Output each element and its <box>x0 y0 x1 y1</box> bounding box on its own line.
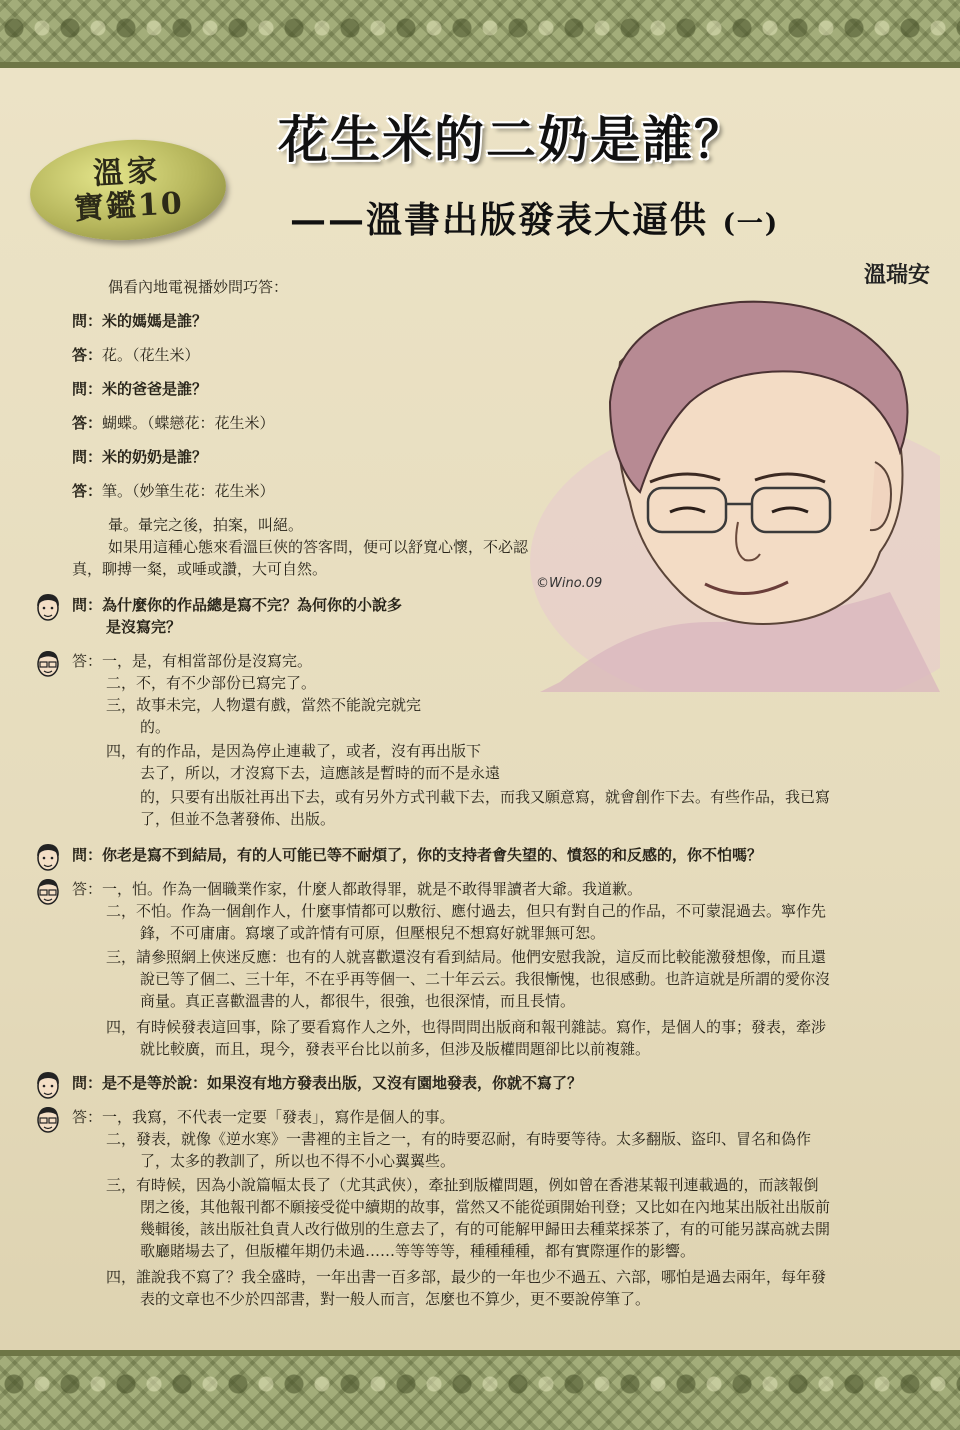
subtitle-text: ——溫書出版發表大逼供 <box>290 199 709 241</box>
intro-text: 米的爸爸是誰？ <box>102 380 208 398</box>
intro-line <box>72 480 275 502</box>
author-avatar-icon <box>34 876 62 906</box>
intro-line <box>72 310 207 332</box>
subtitle-part: (一) <box>722 209 780 239</box>
answer-line: 了，太多的教訓了，所以也不得不小心翼翼些。 <box>140 1152 456 1170</box>
answer-line: 答：一，是，有相當部份是沒寫完。 <box>72 652 313 670</box>
answer-line: 四，誰說我不寫了？我全盛時，一年出書一百多部，最少的一年也少不過五、六部，哪怕是過去兩年，每年發 <box>106 1268 827 1286</box>
answer-line: 歌廳賭場去了，但版權年期仍未過……等等等等，種種種種，都有實際運作的影響。 <box>140 1242 696 1260</box>
page-title: 花生米的二奶是誰？ <box>278 110 746 169</box>
intro-line <box>72 558 327 580</box>
intro-line <box>72 344 200 366</box>
answer-line: 的，只要有出版社再出下去，或有另外方式刊載下去，而我又願意寫，就會創作下去。有些作品，我已寫 <box>140 788 831 806</box>
answer-line: 答：一，怕。作為一個職業作家，什麼人都敢得罪，就是不敢得罪讀者大爺。我道歉。 <box>72 880 643 898</box>
answer-line: 閉之後，其他報刊都不願接受從中續期的故事，當然又不能從頭開始刊登；又比如在內地某出版社出版前 <box>140 1198 831 1216</box>
intro-line <box>108 276 288 298</box>
question-line: 問：為什麼你的作品總是寫不完？為何你的小說多 <box>72 596 403 614</box>
dialogue-marker: 答： <box>72 482 103 500</box>
question-line: 問：你老是寫不到結局，有的人可能已等不耐煩了，你的支持者會失望的、憤怒的和反感的，你不怕嗎？ <box>72 846 763 864</box>
intro-line <box>72 378 207 400</box>
answer-line: 鋒，不可庸庸。寫壞了或許情有可原，但壓根兒不想寫好就罪無可恕。 <box>140 924 606 942</box>
artist-signature: ©Wino.09 <box>536 576 603 591</box>
intro-text: 米的媽媽是誰？ <box>102 312 208 330</box>
intro-line <box>108 514 303 536</box>
answer-line: 二，不怕。作為一個創作人，什麼事情都可以敷衍、應付過去，但只有對自己的作品，不可蒙混過去。寧作先 <box>106 902 827 920</box>
answer-line: 二，不，有不少部份已寫完了。 <box>106 674 317 692</box>
dialogue-marker: 問： <box>72 312 103 330</box>
badge-line-1: 溫家 <box>92 153 162 192</box>
intro-line <box>72 412 275 434</box>
answer-line: 三，有時候，因為小說篇幅太長了（尤其武俠），牽扯到版權問題，例如曾在香港某報刊連載過的，而該報倒 <box>106 1176 819 1194</box>
intro-line <box>108 536 528 558</box>
answer-line: 三，請參照網上俠迷反應：也有的人就喜歡還沒有看到結局。他們安慰我說，這反而比較能激發想像，而且還 <box>106 948 827 966</box>
answer-line: 三，故事未完，人物還有戲，當然不能說完就完 <box>106 696 422 714</box>
dialogue-marker: 答： <box>72 414 103 432</box>
author-portrait-illustration <box>470 292 940 692</box>
questioner-avatar-icon <box>34 1070 62 1100</box>
answer-line: 了，但並不急著發佈、出版。 <box>140 810 336 828</box>
intro-text: 花。（花生米） <box>102 346 200 364</box>
answer-line: 四，有時候發表這回事，除了要看寫作人之外，也得問問出版商和報刊雜誌。寫作，是個人的事；發表，牽涉 <box>106 1018 827 1036</box>
answer-line: 說已等了個二、三十年，不在乎再等個一、二十年云云。我很慚愧，也很感動。也許這就是所謂的愛你沒 <box>140 970 831 988</box>
answer-line: 二，發表，就像《逆水寒》一書裡的主旨之一，有的時要忍耐，有時要等待。太多翻版、盜印、冒名和偽作 <box>106 1130 812 1148</box>
answer-line: 去了，所以，才沒寫下去，這應該是暫時的而不是永遠 <box>140 764 501 782</box>
author-name: 溫瑞安 <box>863 262 930 288</box>
answer-line: 表的文章也不少於四部書，對一般人而言，怎麼也不算少，更不要說停筆了。 <box>140 1290 651 1308</box>
intro-text: 如果用這種心態來看溫巨俠的答客問，便可以舒寬心懷，不必認 <box>108 538 529 556</box>
answer-line: 就比較廣，而且，現今，發表平台比以前多，但涉及版權問題卻比以前複雜。 <box>140 1040 651 1058</box>
answer-line: 商量。真正喜歡溫書的人，都很牛，很強，也很深情，而且長情。 <box>140 992 576 1010</box>
ornamental-border-top <box>0 0 960 68</box>
intro-text: 筆。（妙筆生花：花生米） <box>102 482 275 500</box>
questioner-avatar-icon <box>34 592 62 622</box>
badge-line-2: 寶鑑10 <box>73 186 185 227</box>
question-line: 問：是不是等於說：如果沒有地方發表出版，又沒有園地發表，你就不寫了？ <box>72 1074 583 1092</box>
author-avatar-icon <box>34 648 62 678</box>
intro-text: 暈。暈完之後，拍案，叫絕。 <box>108 516 304 534</box>
answer-line: 的。 <box>140 718 171 736</box>
author-avatar-icon <box>34 1104 62 1134</box>
intro-text: 偶看內地電視播妙問巧答： <box>108 278 289 296</box>
intro-text: 米的奶奶是誰？ <box>102 448 208 466</box>
dialogue-marker: 問： <box>72 380 103 398</box>
page-subtitle <box>290 192 930 243</box>
answer-line: 四，有的作品，是因為停止連載了，或者，沒有再出版下 <box>106 742 482 760</box>
dialogue-marker: 答： <box>72 346 103 364</box>
intro-line <box>72 446 207 468</box>
ornamental-border-bottom <box>0 1350 960 1430</box>
answer-line: 答：一，我寫，不代表一定要「發表」，寫作是個人的事。 <box>72 1108 455 1126</box>
dialogue-marker: 問： <box>72 448 103 466</box>
intro-text: 真，聊搏一粲，或唾或讚，大可自然。 <box>72 560 328 578</box>
answer-line: 幾輯後，該出版社負責人改行做別的生意去了，有的可能解甲歸田去種菜採茶了，有的可能另謀高就去開 <box>140 1220 831 1238</box>
questioner-avatar-icon <box>34 842 62 872</box>
intro-text: 蝴蝶。（蝶戀花：花生米） <box>102 414 275 432</box>
question-line: 是沒寫完？ <box>106 618 182 636</box>
